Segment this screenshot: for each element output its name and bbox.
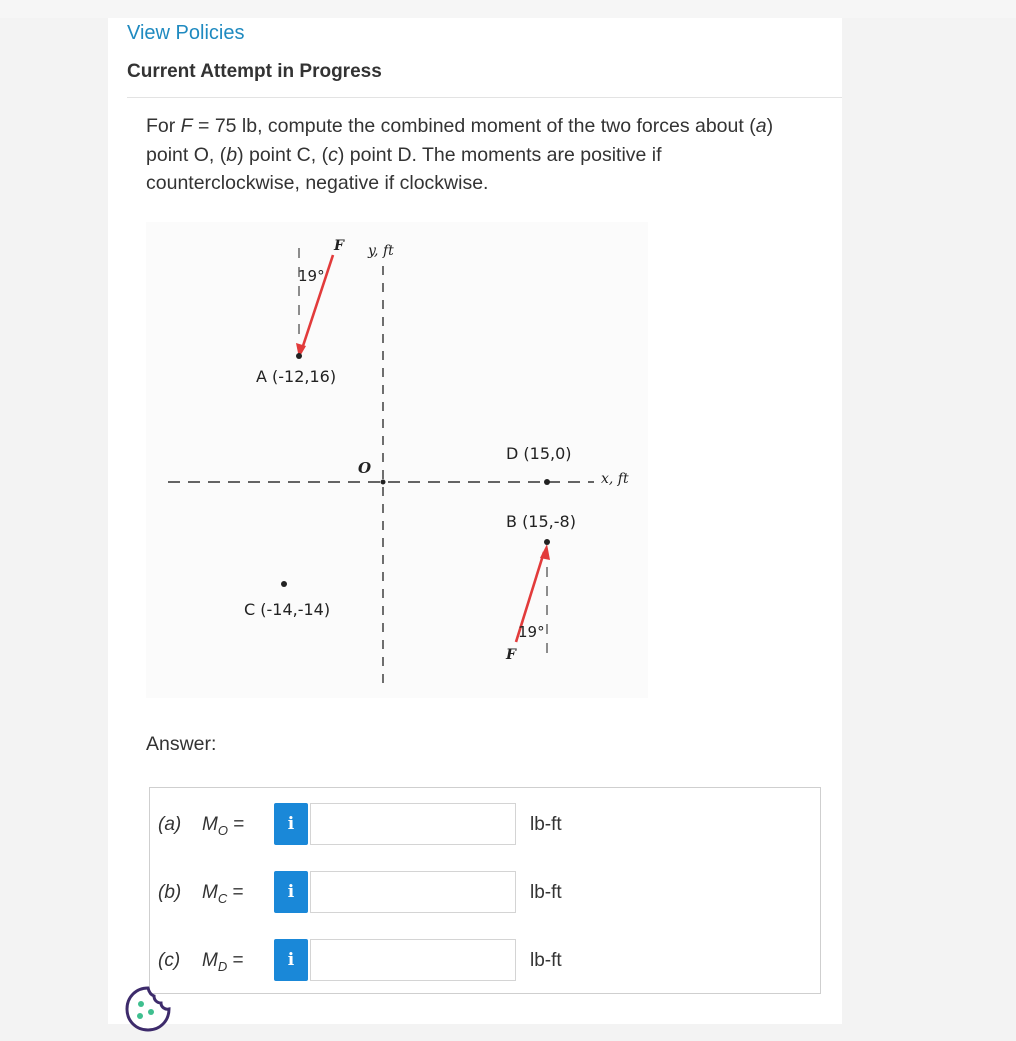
answer-box	[149, 787, 821, 994]
part-label: (b)	[158, 882, 182, 903]
point-b-dot	[544, 539, 550, 545]
part-label: (c)	[158, 950, 181, 971]
angle-label-top: 19°	[298, 267, 325, 285]
cookie-icon[interactable]	[121, 982, 175, 1036]
origin-label: O	[358, 459, 372, 477]
x-axis-label: x, ft	[601, 471, 629, 487]
view-policies-link[interactable]: View Policies	[127, 22, 245, 44]
moment-variable: $M_C$ =	[202, 882, 244, 906]
force-label-bottom: F	[506, 647, 516, 663]
point-c-label: C (-14,-14)	[244, 600, 331, 619]
attempt-heading: Current Attempt in Progress	[127, 61, 382, 82]
answer-label: Answer:	[146, 733, 217, 755]
unit-label: lb-ft	[530, 882, 562, 903]
answer-input-c[interactable]	[310, 939, 516, 981]
top-strip	[0, 0, 1016, 18]
angle-label-bottom: 19°	[518, 623, 545, 641]
diagram-svg	[146, 222, 648, 698]
answer-input-a[interactable]	[310, 803, 516, 845]
unit-label: lb-ft	[530, 814, 562, 835]
y-axis-label: y, ft	[368, 243, 394, 259]
moment-variable: $M_O$ =	[202, 814, 245, 838]
info-icon[interactable]: i	[274, 803, 308, 845]
answer-row-b	[150, 870, 820, 914]
answer-row-c	[150, 938, 820, 982]
answer-input-b[interactable]	[310, 871, 516, 913]
force-label-top: F	[334, 238, 344, 254]
point-a-label: A (-12,16)	[256, 367, 337, 386]
divider	[127, 97, 842, 98]
point-b-label: B (15,-8)	[506, 512, 576, 531]
origin-point	[381, 480, 386, 485]
point-d-dot	[544, 479, 550, 485]
arrowhead-bottom	[540, 544, 550, 560]
answer-row-a	[150, 802, 820, 846]
cookie-icon-svg	[121, 982, 175, 1036]
moment-variable: $M_D$ =	[202, 950, 244, 974]
part-label: (a)	[158, 814, 182, 835]
info-icon[interactable]: i	[274, 871, 308, 913]
force-diagram	[146, 222, 648, 698]
info-icon[interactable]: i	[274, 939, 308, 981]
question-text: For F = 75 lb, compute the combined moment of the two forces about (a) point O, (b) point C, (c) point D. The moments are positive if counterclockwise, negative if clockwise.	[146, 115, 774, 194]
point-a-dot	[296, 353, 302, 359]
point-d-label: D (15,0)	[506, 444, 572, 463]
unit-label: lb-ft	[530, 950, 562, 971]
point-c-dot	[281, 581, 287, 587]
